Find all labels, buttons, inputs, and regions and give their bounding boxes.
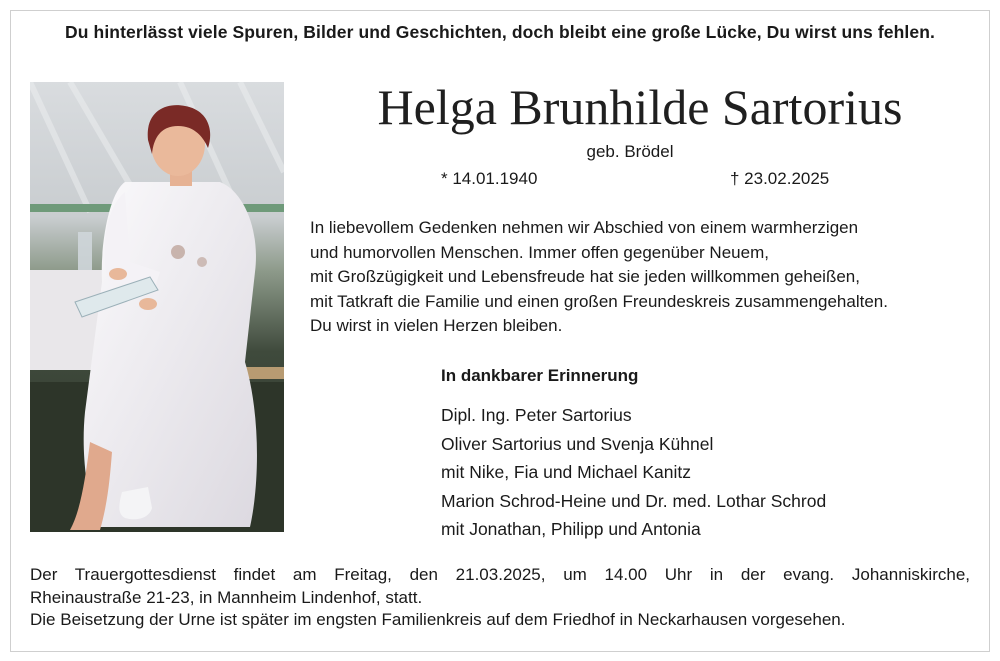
- tribute-line: In liebevollem Gedenken nehmen wir Abschied von einem warmherzigen: [310, 218, 859, 237]
- burial-line: Die Beisetzung der Urne ist später im engsten Familienkreis auf dem Friedhof in Neckarhausen vorgesehen.: [30, 610, 846, 629]
- death-date: † 23.02.2025: [730, 169, 830, 188]
- mourner-line: Marion Schrod-Heine und Dr. med. Lothar Schrod: [441, 490, 827, 511]
- service-line: Rheinaustraße 21-23, in Mannheim Lindenhof, statt.: [30, 587, 423, 607]
- tribute-line: Du wirst in vielen Herzen bleiben.: [310, 316, 563, 335]
- mourner-line: Dipl. Ing. Peter Sartorius: [441, 405, 632, 425]
- tribute-line: mit Großzügigkeit und Lebensfreude hat sie jeden willkommen geheißen,: [310, 267, 860, 286]
- deceased-name: Helga Brunhilde Sartorius: [377, 79, 903, 135]
- portrait-photo: [30, 82, 284, 532]
- maiden-name: geb. Brödel: [586, 142, 674, 161]
- tribute-line: mit Tatkraft die Familie und einen großen Freundeskreis zusammengehalten.: [310, 291, 888, 311]
- mourners-list: [441, 401, 826, 544]
- mourner-line: mit Jonathan, Philipp und Antonia: [441, 519, 701, 539]
- service-info: [30, 564, 970, 632]
- mourner-line: Oliver Sartorius und Svenja Kühnel: [441, 433, 714, 454]
- mourner-line: mit Nike, Fia und Michael Kanitz: [441, 462, 691, 482]
- motto: Du hinterlässt viele Spuren, Bilder und Geschichten, doch bleibt eine große Lücke, Du wirst uns fehlen.: [65, 22, 935, 42]
- tribute-line: und humorvollen Menschen. Immer offen gegenüber Neuem,: [310, 242, 769, 262]
- service-line: Der Trauergottesdienst findet am Freitag, den 21.03.2025, um 14.00 Uhr in der evang. Johanniskirche,: [30, 565, 970, 584]
- birth-date: * 14.01.1940: [441, 169, 538, 188]
- memory-heading: In dankbarer Erinnerung: [441, 366, 639, 385]
- tribute-text: [310, 216, 990, 339]
